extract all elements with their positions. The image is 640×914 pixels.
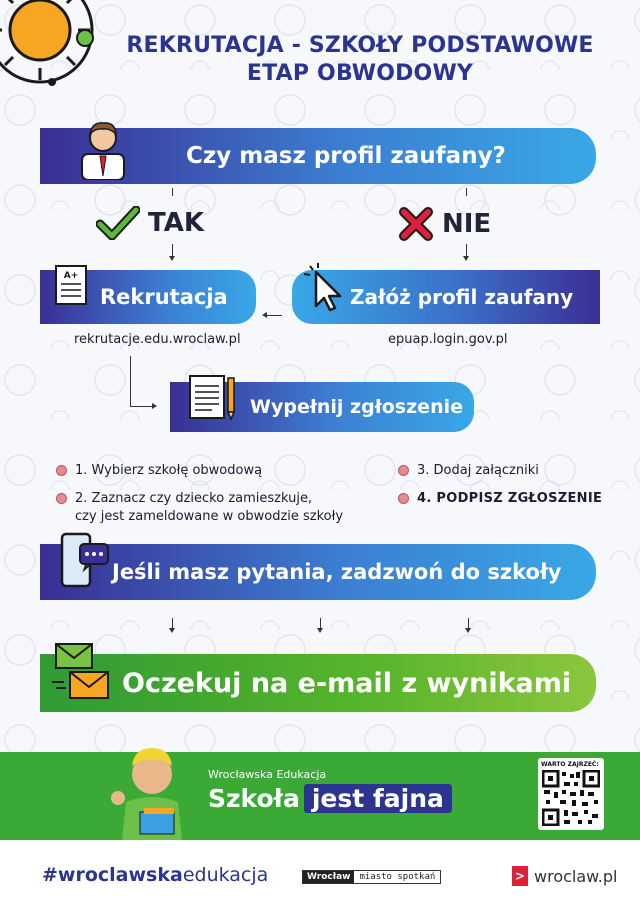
step-3	[398, 462, 539, 480]
bullet-dot	[398, 493, 409, 504]
slogan-part-1: Szkoła	[208, 784, 300, 813]
checkmark-icon	[96, 206, 140, 240]
yes-label: TAK	[148, 208, 204, 238]
call-banner	[40, 544, 596, 600]
phone-chat-icon	[58, 530, 112, 590]
arrow-head	[152, 403, 157, 409]
step-2-text	[75, 490, 343, 526]
hashtag[interactable]	[42, 864, 268, 886]
cross-icon	[398, 206, 434, 242]
qr-label: WARTO ZAJRZEĆ:	[541, 761, 599, 768]
student-illustration-icon	[104, 738, 200, 840]
no-label: NIE	[442, 209, 492, 239]
bullet-dot	[56, 493, 67, 504]
fill-label: Wypełnij zgłoszenie	[250, 396, 463, 418]
zaloz-url[interactable]: epuap.login.gov.pl	[388, 332, 508, 347]
no-option	[398, 206, 491, 242]
hashtag-bold: #wroclawska	[42, 864, 183, 886]
bullet-dot	[56, 465, 67, 476]
arrow-line	[466, 188, 467, 196]
slogan-part-2: jest fajna	[304, 784, 452, 813]
arrow-line	[130, 406, 152, 407]
title-line-1: REKRUTACJA - SZKOŁY PODSTAWOWE	[126, 33, 594, 58]
step-4	[398, 490, 602, 508]
rekrutacja-url[interactable]: rekrutacje.edu.wroclaw.pl	[74, 332, 241, 347]
zaloz-label: Załóż profil zaufany	[350, 285, 574, 309]
slogan	[208, 784, 452, 813]
page-title	[100, 32, 620, 88]
rekrutacja-label: Rekrutacja	[100, 285, 228, 309]
svg-text:A+: A+	[63, 271, 79, 281]
sun-logo-icon	[0, 0, 100, 90]
bullet-dot	[398, 465, 409, 476]
step-2	[56, 490, 343, 526]
step-1-text: 1. Wybierz szkołę obwodową	[75, 463, 263, 478]
step-2-line-1: 2. Zaznacz czy dziecko zamieszkuje,	[75, 491, 313, 506]
miasto-brand: Wrocław	[303, 871, 354, 883]
cursor-click-icon	[302, 262, 346, 312]
arrow-head	[465, 628, 471, 633]
mail-label: Oczekuj na e-mail z wynikami	[122, 667, 572, 699]
mail-banner	[40, 654, 596, 712]
wroclaw-pl-logo[interactable]	[512, 866, 617, 886]
hashtag-rest: edukacja	[182, 864, 269, 886]
org-name: Wrocławska Edukacja	[208, 768, 327, 781]
miasto-text: miasto spotkań	[359, 872, 436, 882]
envelope-icon	[48, 640, 114, 704]
arrow-head	[463, 256, 469, 261]
document-grade-icon	[54, 264, 88, 306]
arrow-head	[317, 628, 323, 633]
site-name: wroclaw.pl	[534, 866, 618, 886]
arrow-head	[169, 628, 175, 633]
yes-option	[96, 206, 204, 240]
step-1	[56, 462, 262, 480]
arrow-line	[172, 188, 173, 196]
man-avatar-icon	[78, 116, 128, 180]
title-line-2: ETAP OBWODOWY	[246, 61, 474, 86]
wroclaw-arrow-icon: >	[512, 866, 528, 886]
step-4-text: 4. PODPISZ ZGŁOSZENIE	[417, 491, 603, 506]
step-2-line-2: czy jest zameldowane w obwodzie szkoły	[75, 509, 344, 524]
arrow-head	[262, 312, 267, 318]
step-3-text: 3. Dodaj załączniki	[417, 463, 539, 478]
form-pencil-icon	[186, 372, 238, 422]
arrow-head	[169, 256, 175, 261]
question-text: Czy masz profil zaufany?	[186, 143, 506, 169]
call-label: Jeśli masz pytania, zadzwoń do szkoły	[112, 560, 562, 584]
qr-code-icon	[542, 770, 600, 826]
miasto-spotkan-logo	[302, 870, 441, 884]
arrow-line	[130, 356, 131, 406]
arrow-line	[266, 315, 282, 316]
